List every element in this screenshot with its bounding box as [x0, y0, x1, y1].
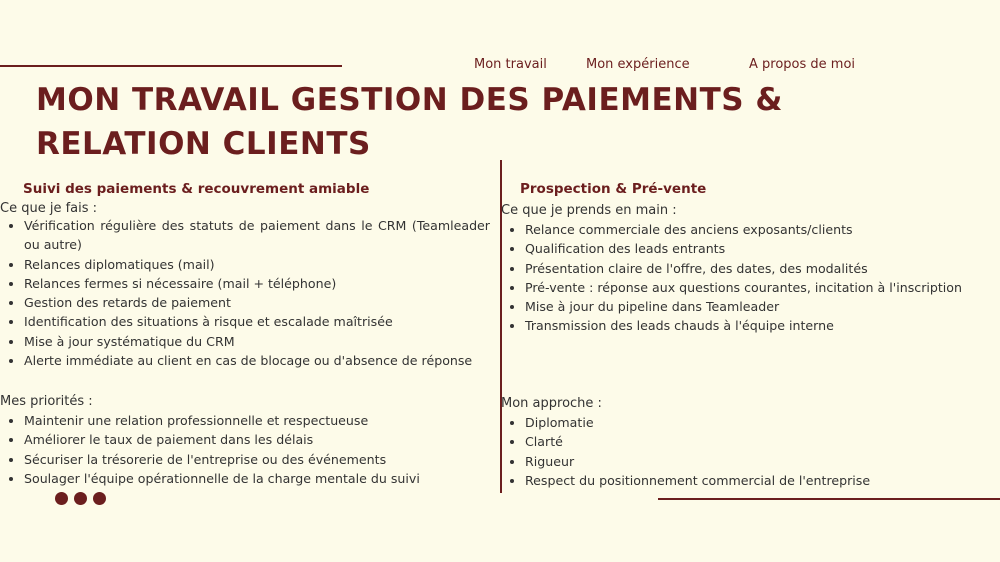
list-item: • Mise à jour systématique du CRM — [24, 332, 490, 351]
list-item: • Relance commerciale des anciens exposants/clients — [525, 220, 1000, 239]
list-item: • Diplomatie — [525, 413, 1000, 432]
list-item: • Gestion des retards de paiement — [24, 293, 490, 312]
right-column-heading: Prospection & Pré-vente — [520, 181, 707, 197]
list-item: • Relances diplomatiques (mail) — [24, 255, 490, 274]
left-column-heading: Suivi des paiements & recouvrement amiable — [23, 181, 370, 197]
list-item: • Maintenir une relation professionnelle et respectueuse — [24, 411, 500, 430]
right-intro-approach: Mon approche : — [501, 396, 602, 411]
list-item: • Vérification régulière des statuts de paiement dans le CRM (Teamleader ou autre) — [24, 216, 490, 255]
list-item: • Relances fermes si nécessaire (mail + téléphone) — [24, 274, 490, 293]
dot-icon — [74, 492, 87, 505]
list-item: • Sécuriser la trésorerie de l'entreprise ou des événements — [24, 450, 500, 469]
list-item: • Transmission des leads chauds à l'équipe interne — [525, 316, 1000, 335]
page-title: MON TRAVAIL GESTION DES PAIEMENTS & RELATION CLIENTS — [36, 82, 783, 162]
dot-icon — [55, 492, 68, 505]
pagination-dots — [55, 492, 106, 505]
list-item: • Alerte immédiate au client en cas de blocage ou d'absence de réponse — [24, 351, 490, 370]
left-priorities-list — [0, 411, 500, 488]
list-item: • Identification des situations à risque et escalade maîtrisée — [24, 312, 490, 331]
list-item: • Présentation claire de l'offre, des dates, des modalités — [525, 259, 1000, 278]
dot-icon — [93, 492, 106, 505]
nav-link-mon-experience[interactable]: Mon expérience — [586, 57, 690, 72]
right-intro-what-i-handle: Ce que je prends en main : — [501, 203, 677, 218]
list-item: • Rigueur — [525, 452, 1000, 471]
list-item: • Clarté — [525, 432, 1000, 451]
right-approach-list — [501, 413, 1000, 490]
list-item: • Mise à jour du pipeline dans Teamleader — [525, 297, 1000, 316]
left-intro-what-i-do: Ce que je fais : — [0, 201, 98, 216]
bottom-rule — [658, 498, 1000, 500]
list-item: • Améliorer le taux de paiement dans les délais — [24, 430, 500, 449]
left-tasks-list — [0, 216, 490, 370]
right-tasks-list — [501, 220, 1000, 336]
left-intro-priorities: Mes priorités : — [0, 394, 93, 409]
list-item: • Qualification des leads entrants — [525, 239, 1000, 258]
list-item: • Soulager l'équipe opérationnelle de la charge mentale du suivi — [24, 469, 500, 488]
list-item: • Pré-vente : réponse aux questions courantes, incitation à l'inscription — [525, 278, 1000, 297]
list-item: • Respect du positionnement commercial de l'entreprise — [525, 471, 1000, 490]
nav-link-a-propos[interactable]: A propos de moi — [749, 57, 856, 72]
nav-link-mon-travail[interactable]: Mon travail — [474, 57, 547, 72]
top-rule — [0, 65, 342, 67]
